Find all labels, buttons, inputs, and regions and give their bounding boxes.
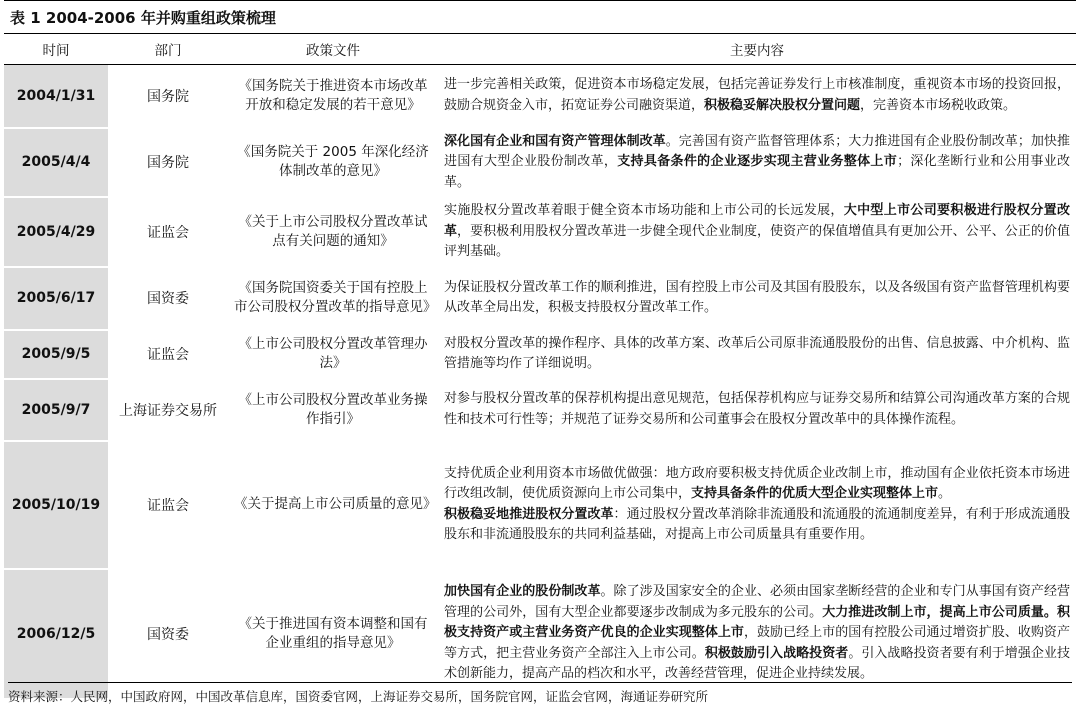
row-date: 2005/4/29 bbox=[4, 197, 108, 267]
table-row bbox=[4, 197, 1076, 267]
content-segment: 进一步完善相关政策，促进资本市场稳定发展，包括完善证券发行上市核准制度，重视资本市场的投资回报，鼓励合规资金入市，拓宽证券公司融资渠道， bbox=[444, 77, 1070, 113]
content-segment: 为保证股权分置改革工作的顺利推进，国有控股上市公司及其国有股股东，以及各级国有资产监督管理机构要从改革全局出发，积极支持股权分置改革工作。 bbox=[444, 279, 1070, 315]
content-segment: ：通过股权分置改革消除非流通股和流通股的流通制度差异，有利于形成流通股股东和非流通股股东的共同利益基础，对提高上市公司质量具有重要作用。 bbox=[444, 506, 1070, 542]
row-dept: 国资委 bbox=[108, 569, 228, 699]
header-doc: 政策文件 bbox=[228, 34, 438, 65]
row-doc: 《国务院国资委关于国有控股上市公司股权分置改革的指导意见》 bbox=[228, 267, 438, 330]
row-content bbox=[438, 441, 1076, 569]
content-segment: ；深化垄断行业和公用事业改革。 bbox=[444, 154, 1070, 190]
table-row bbox=[4, 267, 1076, 330]
table-row bbox=[4, 569, 1076, 699]
policy-table bbox=[4, 34, 1076, 700]
table-row bbox=[4, 330, 1076, 379]
table-title: 表 1 2004-2006 年并购重组政策梳理 bbox=[4, 0, 1076, 34]
content-segment: 。 bbox=[938, 486, 952, 501]
row-dept: 国务院 bbox=[108, 128, 228, 198]
source-note: 资料来源：人民网，中国政府网，中国改革信息库，国资委官网，上海证券交易所，国务院官网，证监会官网，海通证券研究所 bbox=[8, 682, 1072, 705]
row-date: 2004/1/31 bbox=[4, 65, 108, 128]
row-doc: 《国务院关于推进资本市场改革开放和稳定发展的若干意见》 bbox=[228, 65, 438, 128]
row-content bbox=[438, 197, 1076, 267]
row-date: 2005/9/7 bbox=[4, 379, 108, 441]
content-segment: ，完善资本市场税收政策。 bbox=[860, 97, 1017, 113]
content-segment: 。引入战略投资者要有利于增强企业技术创新能力，提高产品的档次和水平，改善经营管理，促进企业持续发展。 bbox=[444, 645, 1070, 682]
content-segment: 支持优质企业利用资本市场做优做强：地方政府要积极支持优质企业改制上市，推动国有企业依托资本市场进行改组改制，使优质资源向上市公司集中， bbox=[444, 465, 1070, 501]
row-dept: 证监会 bbox=[108, 330, 228, 379]
content-bold-segment: 积极鼓励引入战略投资者 bbox=[704, 645, 849, 661]
content-segment: ，要积极利用股权分置改革进一步健全现代企业制度，使资产的保值增值具有更加公开、公平、公正的价值评判基础。 bbox=[444, 223, 1070, 259]
table-row bbox=[4, 441, 1076, 569]
row-date: 2005/6/17 bbox=[4, 267, 108, 330]
content-segment: 实施股权分置改革着眼于健全资本市场功能和上市公司的长远发展， bbox=[444, 203, 844, 218]
row-date: 2005/4/4 bbox=[4, 128, 108, 198]
header-dept: 部门 bbox=[108, 34, 228, 65]
row-doc: 《关于推进国有资本调整和国有企业重组的指导意见》 bbox=[228, 569, 438, 699]
row-doc: 《关于上市公司股权分置改革试点有关问题的通知》 bbox=[228, 197, 438, 267]
content-bold-segment: 支持具备条件的企业逐步实现主营业务整体上市 bbox=[617, 154, 898, 169]
row-date: 2005/9/5 bbox=[4, 330, 108, 379]
row-content bbox=[438, 128, 1076, 198]
table-row bbox=[4, 65, 1076, 128]
header-date: 时间 bbox=[4, 34, 108, 65]
table-row bbox=[4, 379, 1076, 441]
content-bold-segment: 支持具备条件的优质大型企业实现整体上市 bbox=[691, 486, 939, 501]
row-doc: 《关于提高上市公司质量的意见》 bbox=[228, 441, 438, 569]
row-doc: 《上市公司股权分置改革管理办法》 bbox=[228, 330, 438, 379]
row-date: 2006/12/5 bbox=[4, 569, 108, 699]
content-bold-segment: 大力推进改制上市，提高上市公司质量。积极支持资产或主营业务资产优良的企业实现整体上市 bbox=[444, 604, 1070, 641]
content-segment: 。完善国有资产监督管理体系；大力推进国有企业股份制改革；加快推进国有大型企业股份制改革， bbox=[444, 133, 1070, 169]
row-dept: 国资委 bbox=[108, 267, 228, 330]
content-segment: 对参与股权分置改革的保荐机构提出意见规范，包括保荐机构应与证券交易所和结算公司沟通改革方案的合规性和技术可行性等；并规范了证券交易所和公司董事会在股权分置改革中的具体操作流程。 bbox=[444, 391, 1070, 427]
row-content bbox=[438, 379, 1076, 441]
content-segment: 。除了涉及国家安全的企业、必须由国家垄断经营的企业和专门从事国有资产经营管理的公司外，国有大型企业都要逐步改制成为多元股东的公司。 bbox=[444, 584, 1070, 620]
row-doc: 《国务院关于 2005 年深化经济体制改革的意见》 bbox=[228, 128, 438, 198]
content-bold-segment: 深化国有企业和国有资产管理体制改革 bbox=[444, 133, 666, 149]
row-content bbox=[438, 569, 1076, 699]
row-dept: 证监会 bbox=[108, 197, 228, 267]
table-row bbox=[4, 128, 1076, 198]
content-bold-segment: 加快国有企业的股份制改革 bbox=[444, 584, 601, 600]
content-segment: 对股权分置改革的操作程序、具体的改革方案、改革后公司原非流通股股份的出售、信息披露、中介机构、监管措施等均作了详细说明。 bbox=[444, 335, 1070, 371]
row-dept: 上海证券交易所 bbox=[108, 379, 228, 441]
content-segment: ，鼓励已经上市的国有控股公司通过增资扩股、收购资产等方式，把主营业务资产全部注入上市公司。 bbox=[444, 625, 1070, 661]
content-bold-segment: 积极稳妥地推进股权分置改革 bbox=[444, 506, 614, 522]
content-bold-segment: 大中型上市公司要积极进行股权分置改革 bbox=[444, 203, 1070, 239]
content-bold-segment: 积极稳妥解决股权分置问题 bbox=[704, 97, 861, 113]
row-content bbox=[438, 330, 1076, 379]
header-content: 主要内容 bbox=[438, 34, 1076, 65]
header-row bbox=[4, 34, 1076, 65]
table-body bbox=[4, 65, 1076, 699]
row-content bbox=[438, 65, 1076, 128]
row-content bbox=[438, 267, 1076, 330]
row-date: 2005/10/19 bbox=[4, 441, 108, 569]
row-dept: 国务院 bbox=[108, 65, 228, 128]
row-doc: 《上市公司股权分置改革业务操作指引》 bbox=[228, 379, 438, 441]
row-dept: 证监会 bbox=[108, 441, 228, 569]
